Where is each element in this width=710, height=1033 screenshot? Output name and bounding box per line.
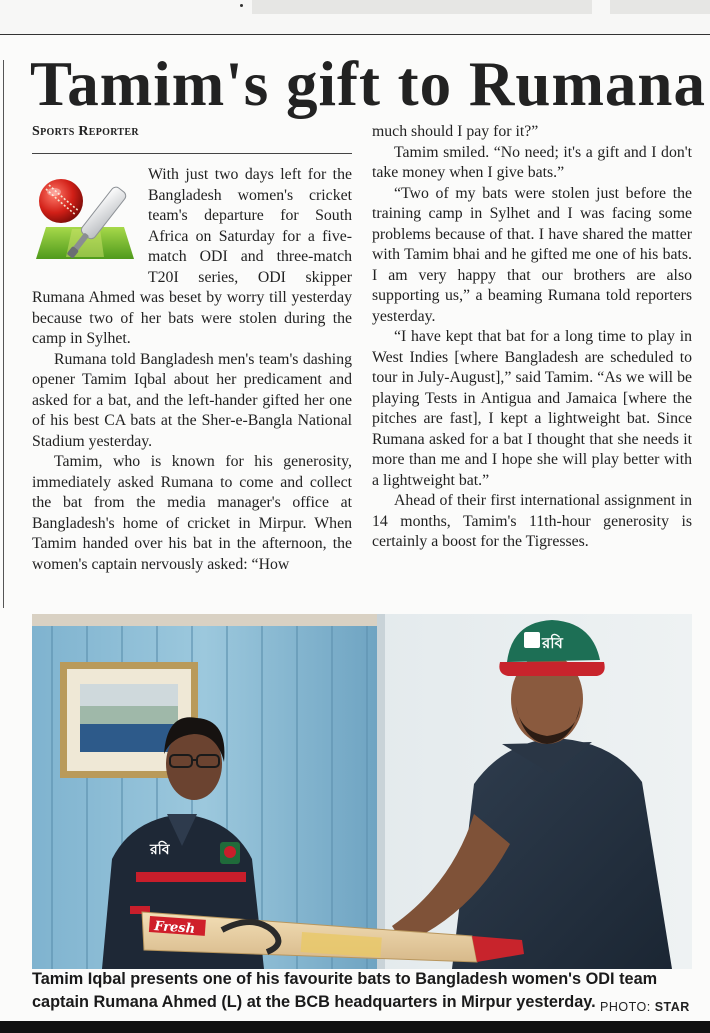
bat-brand-text: Fresh — [153, 919, 196, 937]
photo-credit-source: STAR — [654, 1000, 690, 1014]
article-column-1 — [32, 165, 352, 605]
article-column-2 — [372, 122, 692, 612]
paragraph: Tamim smiled. “No need; it's a gift and I don't take money when I give bats.” — [372, 143, 692, 181]
paragraph: Tamim, who is known for his generosity, immediately asked Rumana to come and collect the bat from the media manager's office at Bangladesh's home of cricket in Mirpur. When Tamim handed over his bat in the afternoon, the women's captain nervously asked: “How — [32, 453, 352, 573]
top-rule — [0, 34, 710, 35]
byline-rule — [32, 153, 352, 154]
photo-credit-label: PHOTO: — [600, 1000, 651, 1014]
adjacent-page-edge — [252, 0, 592, 14]
headline: Tamim's gift to Rumana — [30, 49, 706, 119]
adjacent-page-edge-right — [610, 0, 710, 14]
paragraph: Rumana told Bangladesh men's team's dashing opener Tamim Iqbal about her predicament and asked for a bat, and the left-hander gifted her one of his best CA bats at the Sher-e-Bangla National Stadium yesterday. — [32, 350, 352, 450]
top-strip — [0, 0, 710, 34]
paragraph: With just two days left for the Bangladesh women's cricket team's departure for South Africa on Saturday for a five-match ODI and three-match T20I series, ODI skipper Rumana Ahmed was beset by worry till yesterday because two of her bats were stolen during the camp in Sylhet. — [32, 166, 352, 347]
photo-caption: Tamim Iqbal presents one of his favourite bats to Bangladesh women's ODI team captain Rumana Ahmed (L) at the BCB headquarters in Mirpur yesterday. — [32, 970, 658, 1011]
page-dot — [240, 4, 243, 7]
byline: Sports Reporter — [32, 124, 139, 139]
cricket-ball-and-bat-icon — [34, 167, 138, 271]
bottom-bar — [0, 1021, 710, 1033]
paragraph: Ahead of their first international assignment in 14 months, Tamim's 11th-hour generosity is certainly a boost for the Tigresses. — [372, 492, 692, 550]
cap-sponsor-text: রবি — [542, 634, 563, 652]
column-rule — [3, 60, 4, 608]
photo-credit — [600, 1000, 690, 1014]
news-photo — [32, 614, 692, 969]
jersey-sponsor-text: রবি — [150, 842, 170, 858]
paragraph: “I have kept that bat for a long time to play in West Indies [where Bangladesh are scheduled to tour in July-August],” said Tamim. “As we will be playing Tests in Antigua and Jamaica [where the pitches are fast], I kept a lightweight bat. Since Rumana asked for a bat I thought that she needs it more than me and I hope she will play better with a lightweight bat.” — [372, 328, 692, 489]
paragraph: “Two of my bats were stolen just before the training camp in Sylhet and I was facing some problems because of that. I have shared the matter with Tamim bhai and he gifted me one of his bats. I am very happy that our brothers are also supporting us,” a beaming Rumana told reporters yesterday. — [372, 184, 692, 325]
paragraph: much should I pay for it?” — [372, 123, 539, 140]
